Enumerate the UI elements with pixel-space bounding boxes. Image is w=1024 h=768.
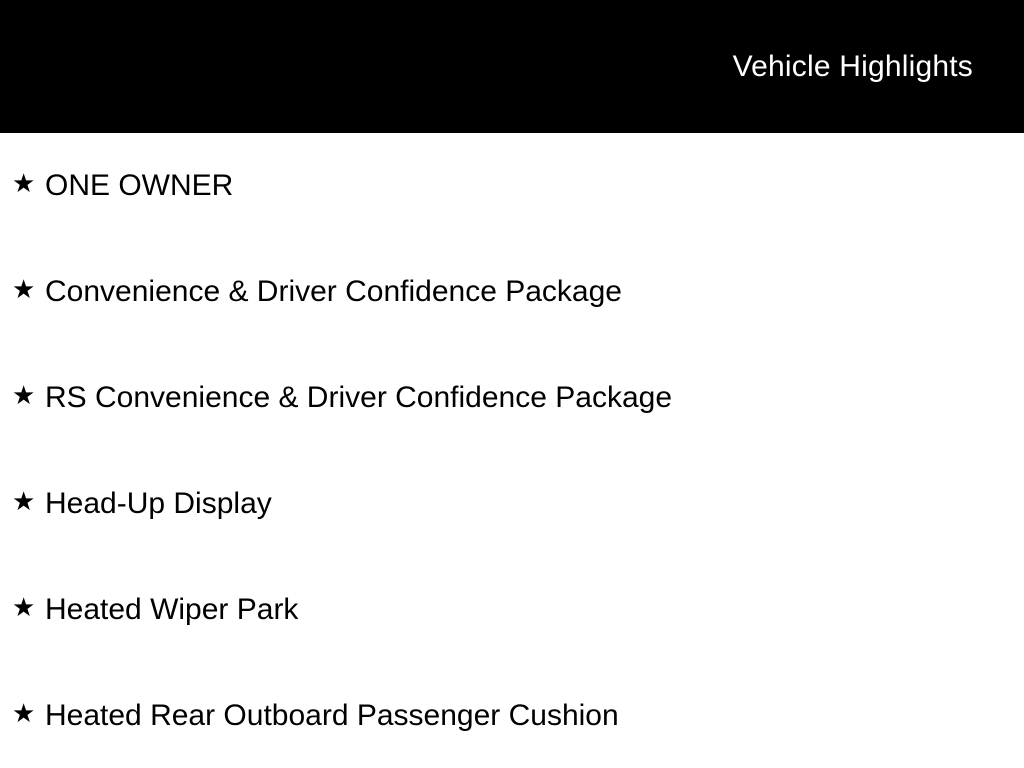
highlight-label: Convenience & Driver Confidence Package: [45, 275, 622, 308]
list-item: [0, 345, 1024, 451]
highlight-label: RS Convenience & Driver Confidence Package: [45, 381, 672, 414]
list-item: [0, 557, 1024, 663]
star-icon: ★: [12, 593, 36, 623]
star-icon: ★: [12, 381, 36, 411]
list-item: [0, 133, 1024, 239]
star-icon: ★: [12, 169, 36, 199]
highlight-label: ONE OWNER: [45, 169, 234, 202]
header-bar: [0, 0, 1024, 133]
star-icon: ★: [12, 275, 36, 305]
page-title: Vehicle Highlights: [732, 49, 973, 83]
vehicle-highlights-list: [0, 133, 1024, 768]
list-item: [0, 451, 1024, 557]
star-icon: ★: [12, 487, 36, 517]
list-item: [0, 239, 1024, 345]
highlight-label: Head-Up Display: [45, 487, 272, 520]
list-item: [0, 663, 1024, 768]
star-icon: ★: [12, 699, 36, 729]
highlight-label: Heated Wiper Park: [45, 593, 299, 626]
highlight-label: Heated Rear Outboard Passenger Cushion: [45, 699, 619, 732]
